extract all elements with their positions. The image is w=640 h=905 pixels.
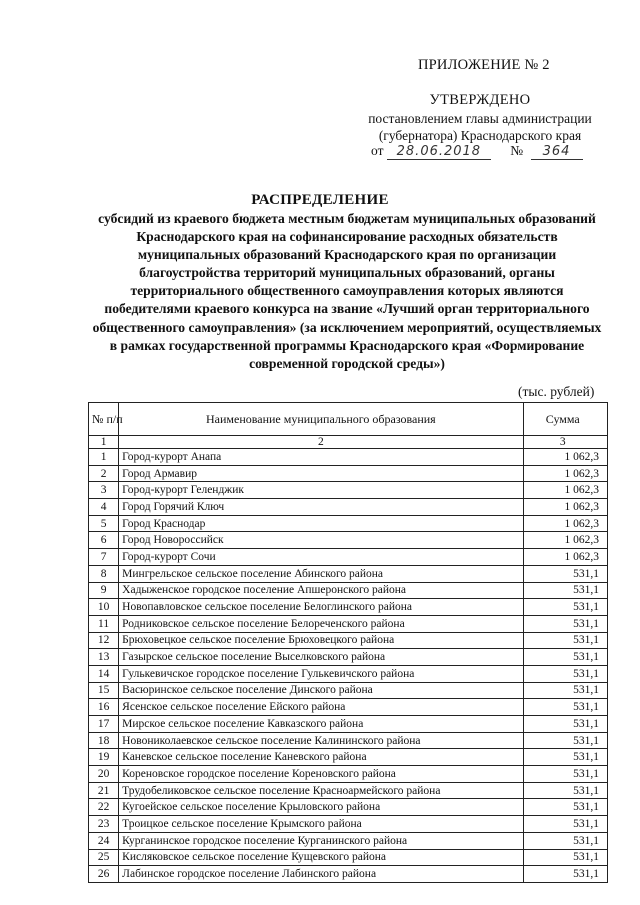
row-sum: 531,1 [523,782,608,799]
table-row [89,532,608,549]
row-sum: 531,1 [523,632,608,649]
row-municipality-name: Кореновское городское поселение Кореновского района [119,766,523,783]
number-sign: № [510,143,524,158]
row-number: 26 [89,866,119,883]
handwritten-number: 364 [531,144,583,160]
row-number: 13 [89,649,119,666]
table-row [89,716,608,733]
row-municipality-name: Город Армавир [119,465,523,482]
row-municipality-name: Кисляковское сельское поселение Кущевского района [119,849,523,866]
row-number: 6 [89,532,119,549]
row-municipality-name: Мингрельское сельское поселение Абинского района [119,565,523,582]
row-municipality-name: Газырское сельское поселение Выселковского района [119,649,523,666]
row-number: 17 [89,716,119,733]
row-municipality-name: Хадыженское городское поселение Апшеронского района [119,582,523,599]
table-row [89,599,608,616]
row-sum: 531,1 [523,732,608,749]
document-subtitle: субсидий из краевого бюджета местным бюджетам муниципальных образований Краснодарского края на софинансирование расходных обязательств муниципальных образований Краснодарского края по организации благоустройства территорий муниципальных образований, органы территориального общественного самоуправления которых являются победителями краевого конкурса на звание «Лучший орган территориального общественного самоуправления» (за исключением мероприятий, осуществляемых в рамках государственной программы Краснодарского края «Формирование современной городской среды») [92,211,602,371]
row-number: 22 [89,799,119,816]
row-number: 11 [89,615,119,632]
row-sum: 531,1 [523,766,608,783]
table-row [89,549,608,566]
row-number: 14 [89,665,119,682]
row-municipality-name: Троицкое сельское поселение Крымского района [119,816,523,833]
row-municipality-name: Город-курорт Сочи [119,549,523,566]
row-number: 1 [89,449,119,466]
table-row [89,565,608,582]
column-number-2: 2 [119,436,523,449]
row-sum: 531,1 [523,866,608,883]
row-sum: 531,1 [523,582,608,599]
row-municipality-name: Курганинское городское поселение Курганинского района [119,832,523,849]
row-number: 18 [89,732,119,749]
table-row [89,732,608,749]
table-row [89,449,608,466]
table-row [89,649,608,666]
table-header-row [89,403,608,436]
row-number: 19 [89,749,119,766]
row-number: 3 [89,482,119,499]
row-municipality-name: Трудобеликовское сельское поселение Красноармейского района [119,782,523,799]
appendix-label: ПРИЛОЖЕНИЕ № 2 [418,57,550,73]
document-title: РАСПРЕДЕЛЕНИЕ [251,192,389,208]
row-number: 7 [89,549,119,566]
row-sum: 531,1 [523,565,608,582]
row-number: 24 [89,832,119,849]
row-municipality-name: Гулькевичское городское поселение Гулькевичского района [119,665,523,682]
row-municipality-name: Кугоейское сельское поселение Крыловского района [119,799,523,816]
row-sum: 531,1 [523,615,608,632]
row-municipality-name: Васюринское сельское поселение Динского района [119,682,523,699]
handwritten-date: 28.06.2018 [387,144,491,160]
table-row [89,499,608,516]
table-row [89,665,608,682]
column-number-row [89,436,608,449]
row-number: 5 [89,515,119,532]
distribution-table [88,402,608,883]
row-number: 15 [89,682,119,699]
row-sum: 531,1 [523,849,608,866]
approved-line-2: (губернатора) Краснодарского края [378,128,582,143]
table-row [89,515,608,532]
header-name: Наименование муниципального образования [119,403,523,436]
row-number: 25 [89,849,119,866]
row-sum: 531,1 [523,816,608,833]
table-row [89,816,608,833]
row-municipality-name: Город Краснодар [119,515,523,532]
table-row [89,632,608,649]
table-row [89,699,608,716]
row-sum: 531,1 [523,799,608,816]
row-number: 4 [89,499,119,516]
approval-block [330,92,630,144]
row-number: 23 [89,816,119,833]
table-row [89,849,608,866]
approved-line-1: постановлением главы администрации [368,111,592,126]
row-number: 12 [89,632,119,649]
table-row [89,782,608,799]
row-municipality-name: Новониколаевское сельское поселение Калининского района [119,732,523,749]
row-sum: 1 062,3 [523,549,608,566]
row-municipality-name: Город Горячий Ключ [119,499,523,516]
table-row [89,866,608,883]
date-prefix: от [371,143,384,158]
header-num: № п/п [89,403,119,436]
row-sum: 531,1 [523,599,608,616]
row-municipality-name: Брюховецкое сельское поселение Брюховецкого района [119,632,523,649]
table-row [89,615,608,632]
row-number: 16 [89,699,119,716]
approved-title: УТВЕРЖДЕНО [429,92,531,108]
row-number: 20 [89,766,119,783]
row-municipality-name: Каневское сельское поселение Каневского района [119,749,523,766]
table-row [89,832,608,849]
column-number-1: 1 [89,436,119,449]
row-sum: 1 062,3 [523,482,608,499]
row-sum: 531,1 [523,699,608,716]
table-body [89,449,608,883]
row-number: 8 [89,565,119,582]
row-municipality-name: Город-курорт Геленджик [119,482,523,499]
row-sum: 531,1 [523,716,608,733]
row-sum: 1 062,3 [523,499,608,516]
row-sum: 531,1 [523,665,608,682]
row-municipality-name: Город-курорт Анапа [119,449,523,466]
table-row [89,766,608,783]
row-number: 10 [89,599,119,616]
header-sum: Сумма [523,403,608,436]
row-sum: 1 062,3 [523,515,608,532]
row-sum: 531,1 [523,649,608,666]
row-municipality-name: Новопавловское сельское поселение Белоглинского района [119,599,523,616]
table-row [89,582,608,599]
unit-label: (тыс. рублей) [518,384,595,399]
row-number: 9 [89,582,119,599]
row-number: 21 [89,782,119,799]
column-number-3: 3 [523,436,608,449]
table-row [89,682,608,699]
table-row [89,749,608,766]
row-sum: 531,1 [523,749,608,766]
row-sum: 531,1 [523,832,608,849]
row-municipality-name: Город Новороссийск [119,532,523,549]
approval-date-line [371,143,583,160]
row-sum: 1 062,3 [523,465,608,482]
table-row [89,799,608,816]
table-row [89,465,608,482]
row-sum: 1 062,3 [523,449,608,466]
row-number: 2 [89,465,119,482]
table-row [89,482,608,499]
row-municipality-name: Родниковское сельское поселение Белореченского района [119,615,523,632]
row-municipality-name: Лабинское городское поселение Лабинского района [119,866,523,883]
row-sum: 531,1 [523,682,608,699]
row-municipality-name: Мирское сельское поселение Кавказского района [119,716,523,733]
row-municipality-name: Ясенское сельское поселение Ейского района [119,699,523,716]
row-sum: 1 062,3 [523,532,608,549]
